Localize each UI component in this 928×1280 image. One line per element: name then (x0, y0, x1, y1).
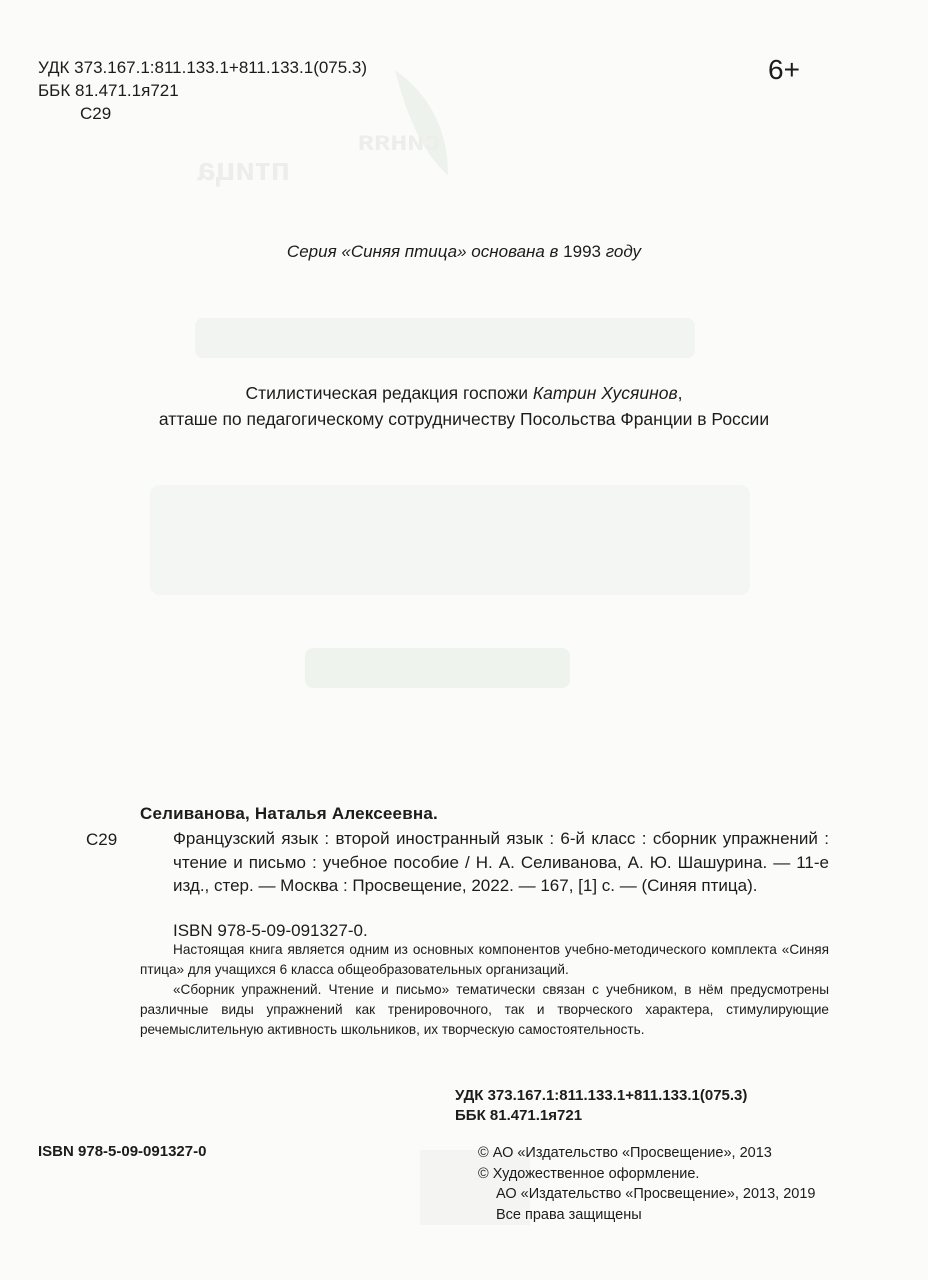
bbk-code: ББК 81.471.1я721 (38, 81, 179, 100)
series-text-end: году (600, 242, 642, 261)
bleed-bird-icon (395, 70, 448, 175)
record-isbn: ISBN 978-5-09-091327-0. (173, 921, 368, 940)
editor-comma: , (677, 383, 683, 403)
copyright-block (478, 1143, 815, 1225)
bottom-udk-code: УДК 373.167.1:811.133.1+811.133.1(075.3) (455, 1087, 748, 1104)
copyright-line-2: © Художественное оформление. (478, 1165, 700, 1182)
svg-text:синяя: синяя (357, 125, 440, 156)
series-text: Серия «Синяя птица» основана в (286, 242, 564, 261)
svg-text:птица: птица (197, 151, 290, 187)
editor-name: Катрин Хусяинов (532, 383, 678, 403)
editor-prefix: Стилистическая редакция госпожи (245, 383, 533, 403)
copyright-line-3: АО «Издательство «Просвещение», 2013, 2019 (496, 1186, 816, 1202)
record-description: Французский язык : второй иностранный язык : 6-й класс : сборник упражнений : чтение и письмо : учебное пособие / Н. А. Селиванова, А. Ю. Шашурина. — 11-е изд., стер. — Москва : Просвещение, 2022. — 167, [1] с. — (Синяя птица). (173, 829, 829, 895)
bottom-classification-codes (455, 1086, 747, 1126)
editor-line-1 (0, 380, 928, 406)
annotation-paragraph-1: Настоящая книга является одним из основных компонентов учебно-методического комплекта «Синяя птица» для учащихся 6 класса общеобразовательных организаций. (140, 942, 829, 977)
series-year: 1993 (563, 242, 601, 261)
record-cipher: С29 (86, 830, 118, 849)
author-heading: Селиванова, Наталья Алексеевна. (140, 804, 438, 823)
age-rating: 6+ (768, 54, 800, 85)
series-line (0, 242, 928, 262)
udk-code: УДК 373.167.1:811.133.1+811.133.1(075.3) (38, 58, 368, 77)
copyright-line-4: Все права защищены (496, 1206, 642, 1223)
author-cipher: С29 (80, 104, 112, 123)
annotation (140, 940, 829, 1040)
top-classification-codes (38, 56, 367, 125)
bottom-bbk-code: ББК 81.471.1я721 (455, 1107, 583, 1124)
stylistic-editor-note (0, 380, 928, 432)
bottom-isbn: ISBN 978-5-09-091327-0 (38, 1143, 207, 1160)
copyright-line-1: © АО «Издательство «Просвещение», 2013 (478, 1145, 772, 1161)
editor-line-2: атташе по педагогическому сотрудничеству Посольства Франции в России (158, 409, 770, 429)
annotation-paragraph-2: «Сборник упражнений. Чтение и письмо» тематически связан с учебником, в нём предусмотрены различные виды упражнений как тренировочного, так и творческого характера, стимулирующие речемыслительную активность школьников, их творческую самостоятельность. (140, 982, 829, 1037)
